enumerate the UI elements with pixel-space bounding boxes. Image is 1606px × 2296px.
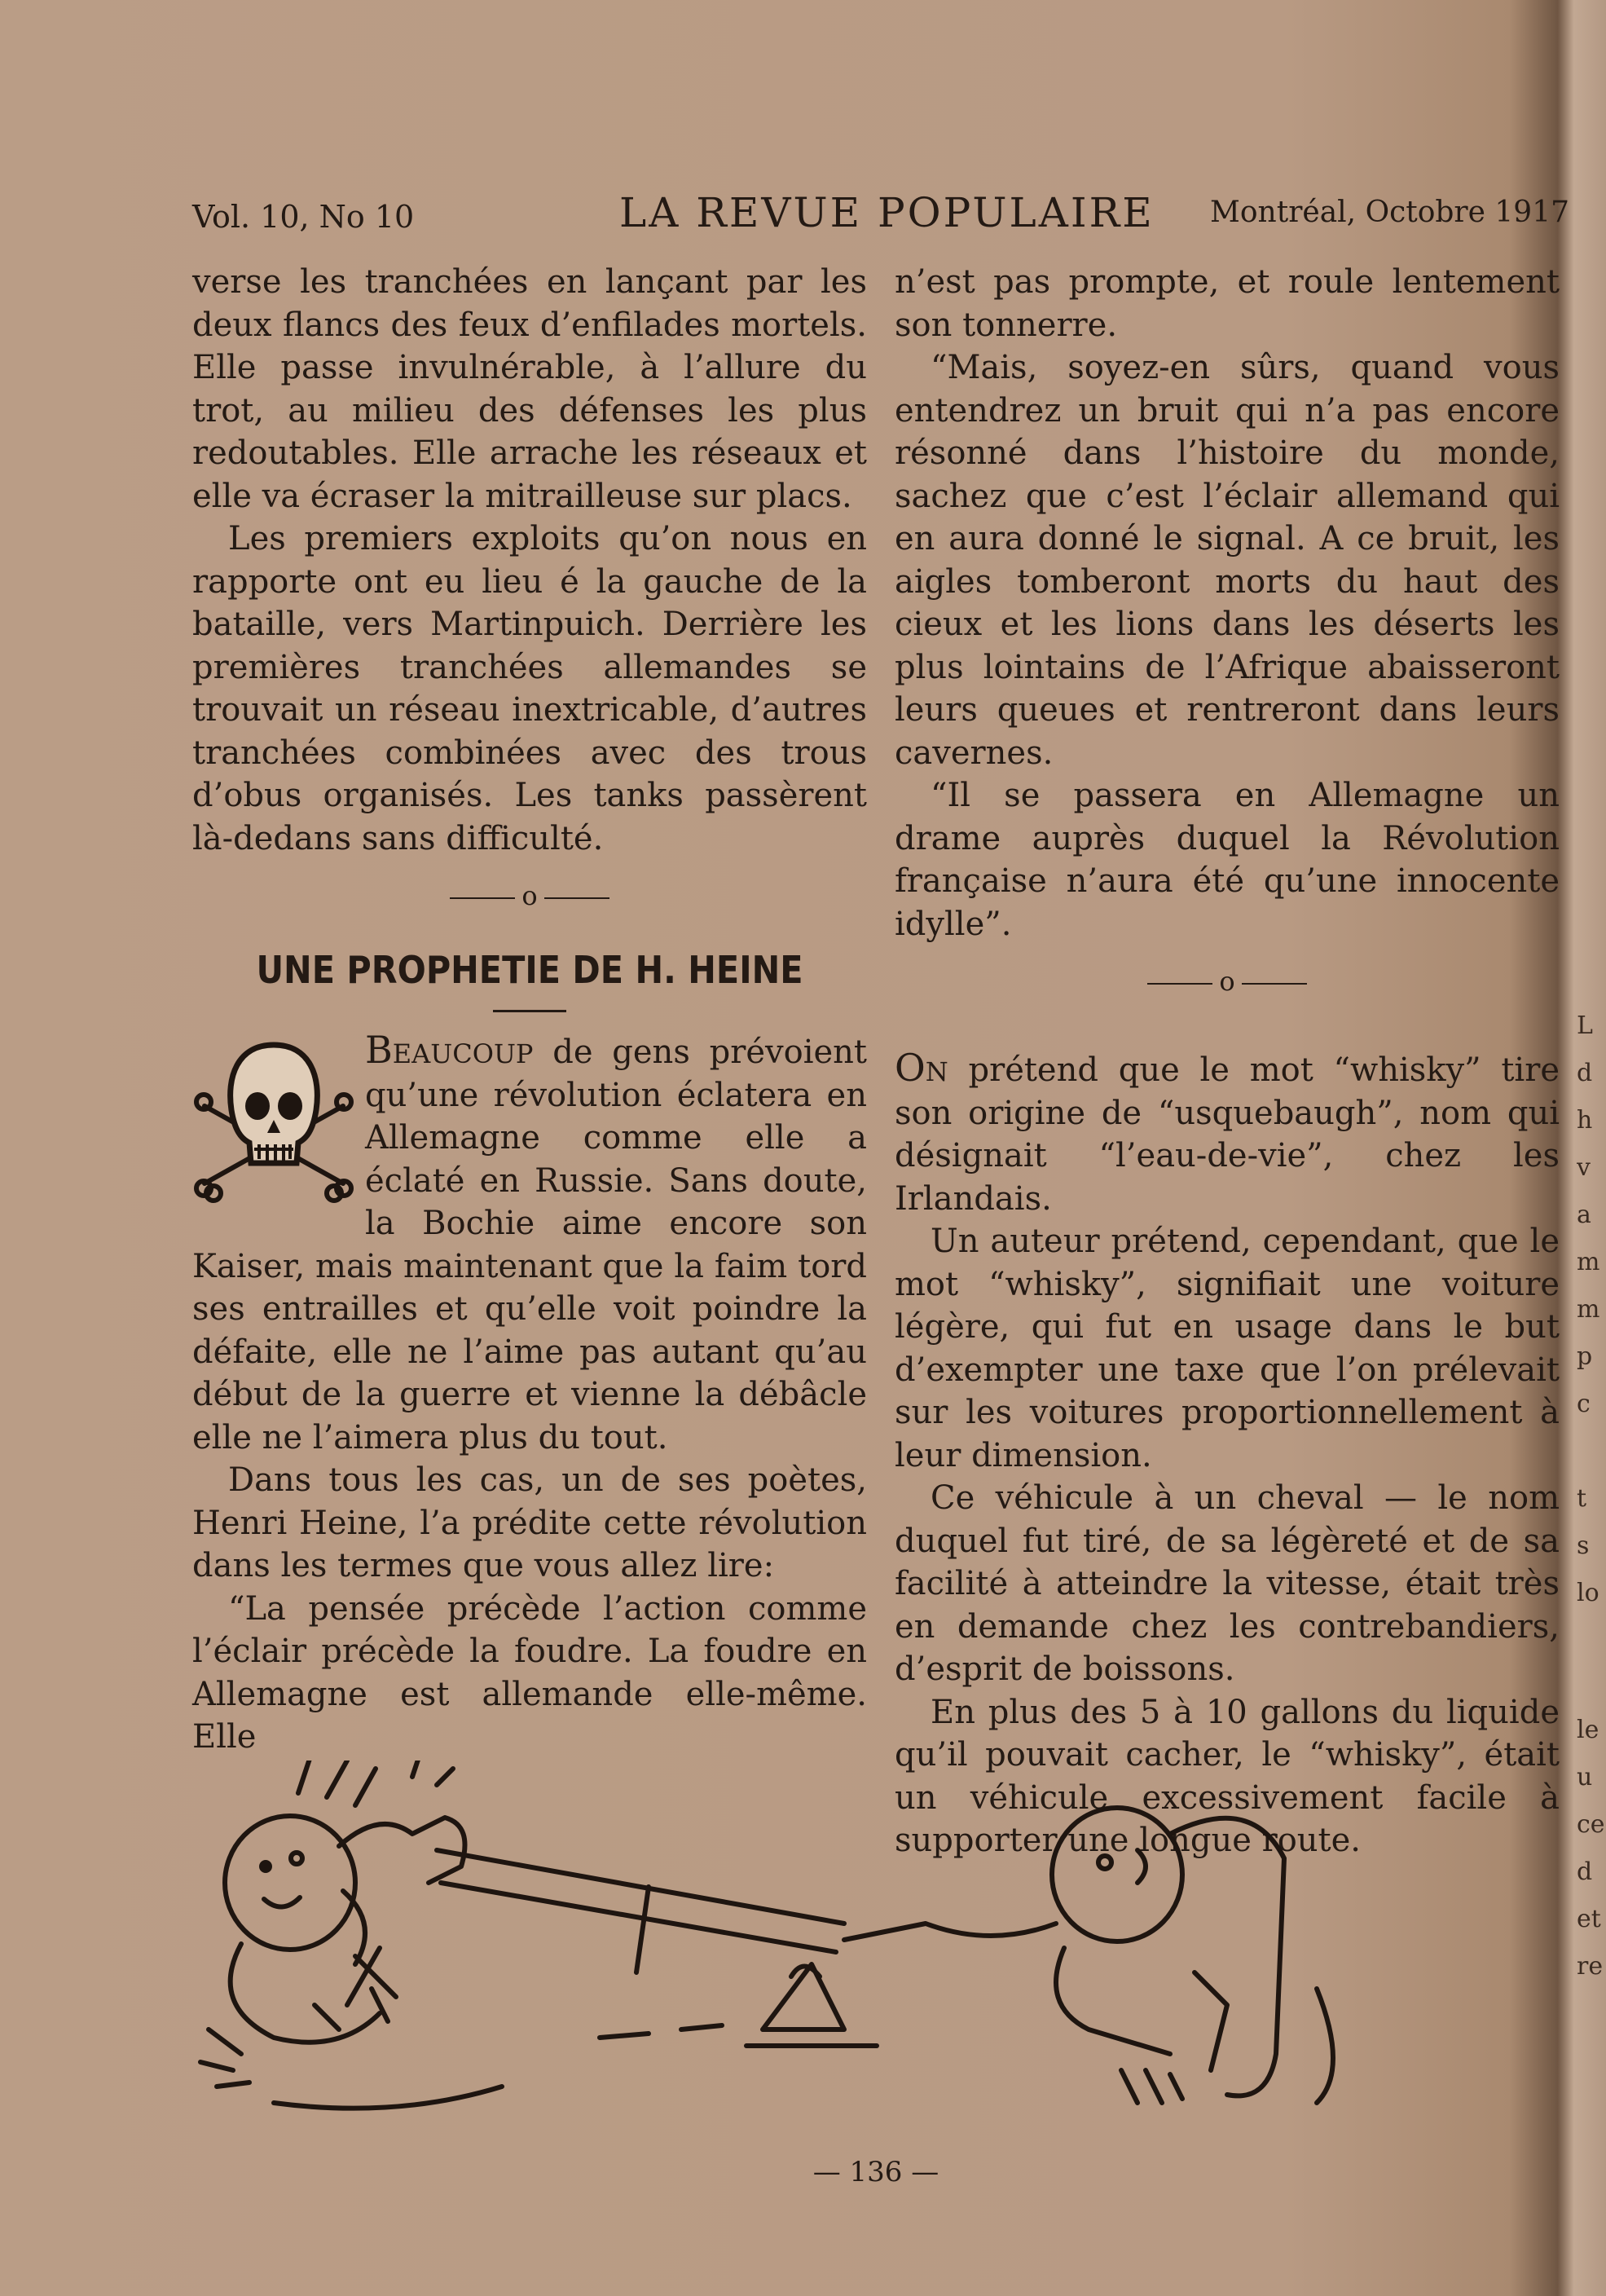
whisky-paragraph-4: En plus des 5 à 10 gallons du liquide qu’il pouvait cacher, le “whisky”, était un véhicule excessivement facile à supporter une longue route.: [895, 1693, 1560, 1859]
magazine-title: LA REVUE POPULAIRE: [619, 189, 1155, 236]
drop-cap: Beaucoup: [365, 1028, 534, 1072]
skull-crossbones-icon: [192, 1029, 355, 1232]
drop-cap: On: [895, 1046, 948, 1090]
heine-quote-continued: n’est pas prompte, et roule lentement son tonnerre.: [895, 263, 1560, 344]
adjacent-page-edge: L d h v a m m p c t s lo le u ce d et re: [1577, 1011, 1605, 1981]
tank-paragraph-continued: verse les tranchées en lançant par les deux flancs des feux d’enfilades mortels. Elle passe invulnérable, à l’allure du trot, au milieu des défenses les plus redoutables. Elle arrache les réseaux et elle va écraser la mitrailleuse sur placs.: [192, 263, 867, 515]
running-head: [192, 187, 1569, 236]
heine-quote-2: “Mais, soyez-en sûrs, quand vous entendrez un bruit qui n’a pas encore résonné dans l’histoire du monde, sachez que c’est l’éclair allemand qui en aura donné le signal. A ce bruit, les aigles tomberont morts du haut des cieux et les lions dans les déserts les plus lointains de l’Afrique abaisseront leurs queues et rentreront dans leurs cavernes.: [895, 349, 1560, 772]
article-headline: UNE PROPHETIE DE H. HEINE: [256, 948, 803, 992]
headline-rule: [493, 1010, 566, 1012]
issue-date: Montréal, Octobre 1917: [1210, 196, 1569, 229]
whisky-paragraph-1: On prétend que le mot “whisky” tire son origine de “usquebaugh”, nom qui désignait “l’eau-de-vie”, chez les Irlandais.: [895, 1046, 1560, 1218]
left-column: [192, 261, 867, 1759]
right-column: [895, 261, 1560, 1862]
page-number: — 136 —: [812, 2156, 939, 2188]
heine-quote-3: “Il se passera en Allemagne un drame auprès duquel la Révolution française n’aura été qu’une innocente idylle”.: [895, 777, 1560, 943]
cartoon-illustration: [192, 1761, 1569, 2144]
whisky-paragraph-2: Un auteur prétend, cependant, que le mot “whisky”, signifiait une voiture légère, qui fut en usage dans le but d’exempter une taxe que l’on prélevait sur les voitures proportionnellement à leur dimension.: [895, 1223, 1560, 1474]
section-divider: o: [192, 875, 867, 917]
heine-paragraph-2: Dans tous les cas, un de ses poètes, Henri Heine, l’a prédite cette révolution dans les termes que vous allez lire:: [192, 1461, 867, 1584]
heine-paragraph-1: Beaucoup de gens prévoient qu’une révolution éclatera en Allemagne comme elle a éclaté en Russie. Sans doute, la Bochie aime encore son Kaiser, mais maintenant que la faim tord ses entrailles et qu’elle voit poindre la défaite, elle ne l’aime pas autant qu’au début de la guerre et vienne la débâcle elle ne l’aimera plus du tout.: [192, 1028, 867, 1456]
tank-paragraph-2: Les premiers exploits qu’on nous en rapporte ont eu lieu é la gauche de la bataille, vers Martinpuich. Derrière les premières tranchées allemandes se trouvait un réseau inextricable, d’autres tranchées combinées avec des trous d’obus organisés. Les tanks passèrent là-dedans sans difficulté.: [192, 520, 867, 857]
whisky-paragraph-3: Ce véhicule à un cheval — le nom duquel fut tiré, de sa légèreté et de sa facilité à atteindre la vitesse, était très en demande chez les contrebandiers, d’esprit de boissons.: [895, 1479, 1560, 1688]
volume-number: Vol. 10, No 10: [192, 199, 415, 235]
heine-quote-start: “La pensée précède l’action comme l’éclair précède la foudre. La foudre en Allemagne est allemande elle-même. Elle: [192, 1589, 867, 1756]
section-divider: o: [895, 960, 1560, 1003]
